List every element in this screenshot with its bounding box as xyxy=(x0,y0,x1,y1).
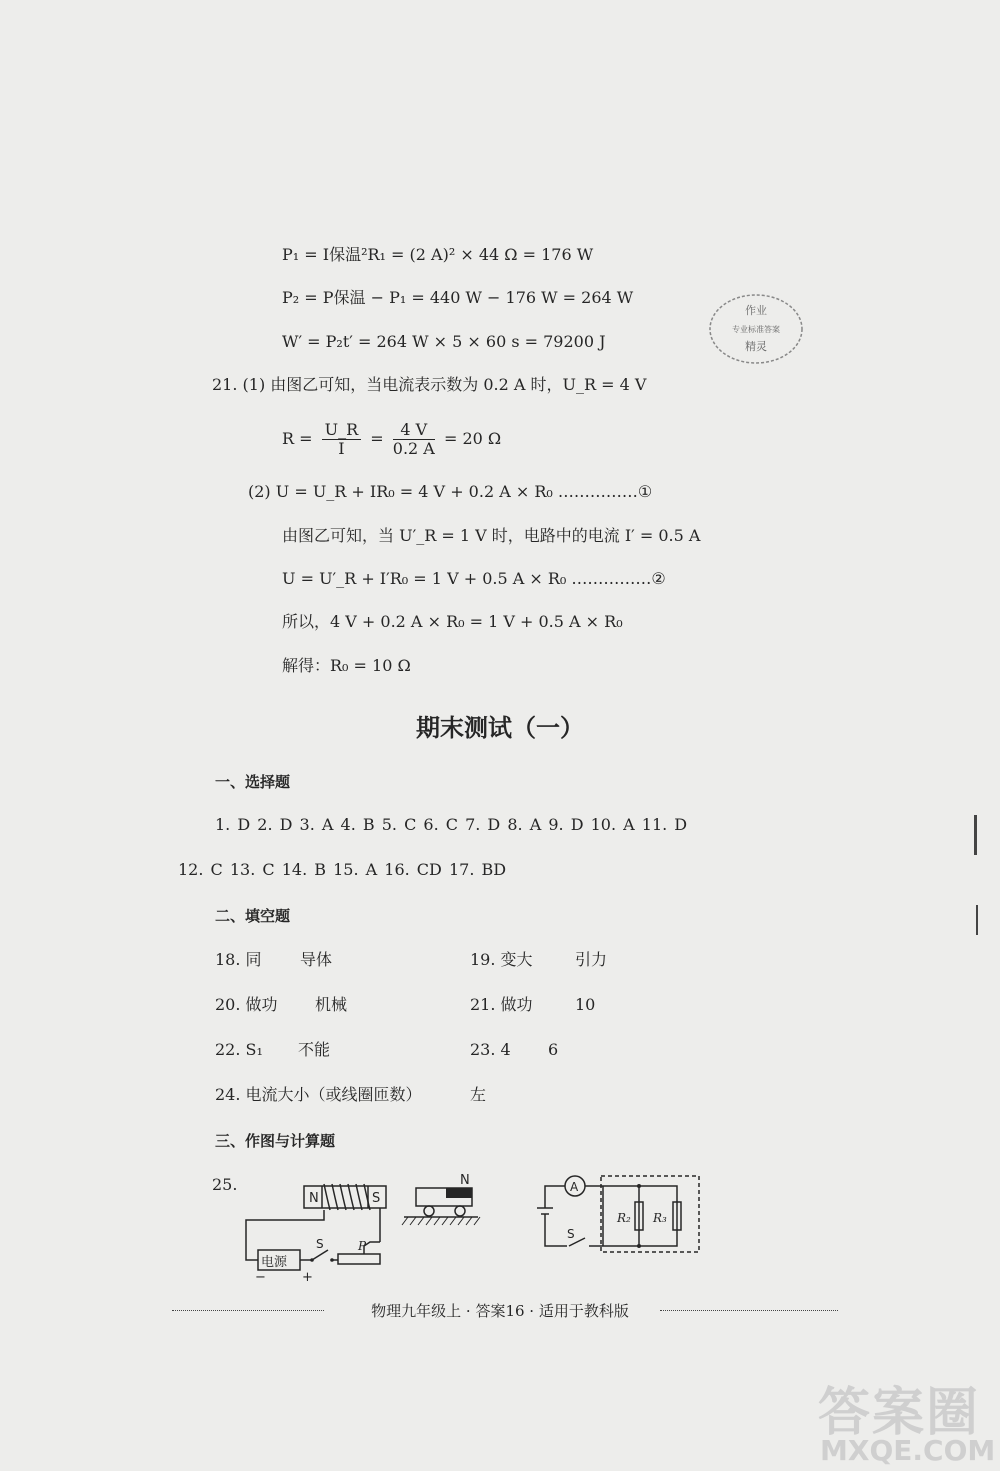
q21-part2: (2) U = U_R + IR₀ = 4 V + 0.2 A × R₀ ……………① xyxy=(248,482,653,501)
fill-23: 23. 4 xyxy=(470,1040,511,1059)
page-footer: 物理九年级上 · 答案16 · 适用于教科版 xyxy=(371,1302,629,1320)
page-title: 期末测试（一） xyxy=(416,714,584,742)
fill-22: 22. S₁ xyxy=(215,1040,263,1059)
fill-21-b: 10 xyxy=(575,995,596,1014)
q25-number: 25. xyxy=(212,1175,238,1194)
homework-stamp xyxy=(706,290,806,368)
q21-part2-line4: 所以，4 V + 0.2 A × R₀ = 1 V + 0.5 A × R₀ xyxy=(282,612,623,631)
svg-text:A: A xyxy=(570,1180,579,1194)
fraction-values: $\frac{4 V}{0.2 A}$ xyxy=(392,420,435,458)
section-calc: 三、作图与计算题 xyxy=(215,1132,336,1150)
svg-text:专业标准答案: 专业标准答案 xyxy=(732,325,780,334)
equation-w: W′ = P₂t′ = 264 W × 5 × 60 s = 79200 J xyxy=(282,332,606,351)
q21-resistance-formula xyxy=(282,420,501,458)
svg-text:S: S xyxy=(372,1191,381,1206)
svg-text:精灵: 精灵 xyxy=(745,340,767,353)
watermark-url: MXQE.COM xyxy=(820,1434,996,1467)
formula-result: = 20 Ω xyxy=(443,429,502,448)
electromagnet-circuit-diagram xyxy=(240,1180,390,1285)
q21-part2-line3: U = U′_R + I′R₀ = 1 V + 0.5 A × R₀ ……………② xyxy=(282,569,666,588)
footer-rule-right xyxy=(660,1310,838,1311)
fill-23-b: 6 xyxy=(548,1040,559,1059)
svg-text:N: N xyxy=(309,1191,319,1206)
svg-text:+: + xyxy=(302,1270,313,1285)
watermark-logo: 答案圈 xyxy=(818,1383,981,1443)
fill-19-b: 引力 xyxy=(575,950,608,969)
fill-24: 24. 电流大小（或线圈匝数） xyxy=(215,1085,422,1104)
svg-text:S: S xyxy=(567,1227,575,1241)
fill-18-b: 导体 xyxy=(300,950,333,969)
q21-part1: 21. (1) 由图乙可知，当电流表示数为 0.2 A 时，U_R = 4 V xyxy=(212,375,647,394)
q21-part2-line2: 由图乙可知，当 U′_R = 1 V 时，电路中的电流 I′ = 0.5 A xyxy=(282,526,701,545)
scan-mark xyxy=(976,905,978,935)
fill-18: 18. 同 xyxy=(215,950,262,969)
equation-p1: P₁ = I保温²R₁ = (2 A)² × 44 Ω = 176 W xyxy=(282,245,594,264)
fill-22-b: 不能 xyxy=(298,1040,331,1059)
svg-text:P: P xyxy=(358,1239,367,1253)
formula-equals: = xyxy=(370,429,384,448)
svg-text:R₂: R₂ xyxy=(617,1211,631,1225)
formula-lhs: R = xyxy=(282,429,313,448)
choice-row-2: 12. C 13. C 14. B 15. A 16. CD 17. BD xyxy=(178,860,507,879)
fill-20-b: 机械 xyxy=(315,995,348,1014)
svg-text:作业: 作业 xyxy=(745,304,767,317)
scan-mark xyxy=(974,815,977,855)
fill-21: 21. 做功 xyxy=(470,995,533,1014)
section-fill: 二、填空题 xyxy=(215,907,291,925)
svg-text:电源: 电源 xyxy=(261,1255,288,1270)
q21-part2-line5: 解得：R₀ = 10 Ω xyxy=(282,656,411,675)
fraction-ur-i: $\frac{U\_R}{I}$ xyxy=(322,421,362,458)
svg-text:N: N xyxy=(460,1173,470,1188)
parallel-circuit-diagram xyxy=(535,1170,705,1255)
svg-text:−: − xyxy=(255,1270,266,1285)
fill-24-b: 左 xyxy=(470,1085,487,1104)
section-choice: 一、选择题 xyxy=(215,773,291,791)
fill-19: 19. 变大 xyxy=(470,950,533,969)
fill-20: 20. 做功 xyxy=(215,995,278,1014)
svg-text:S: S xyxy=(316,1237,324,1251)
svg-text:R₃: R₃ xyxy=(653,1211,667,1225)
choice-row-1: 1. D 2. D 3. A 4. B 5. C 6. C 7. D 8. A 9. D 10. A 11. D xyxy=(215,815,688,834)
equation-p2: P₂ = P保温 − P₁ = 440 W − 176 W = 264 W xyxy=(282,288,634,307)
magnet-cart-diagram xyxy=(398,1168,488,1233)
